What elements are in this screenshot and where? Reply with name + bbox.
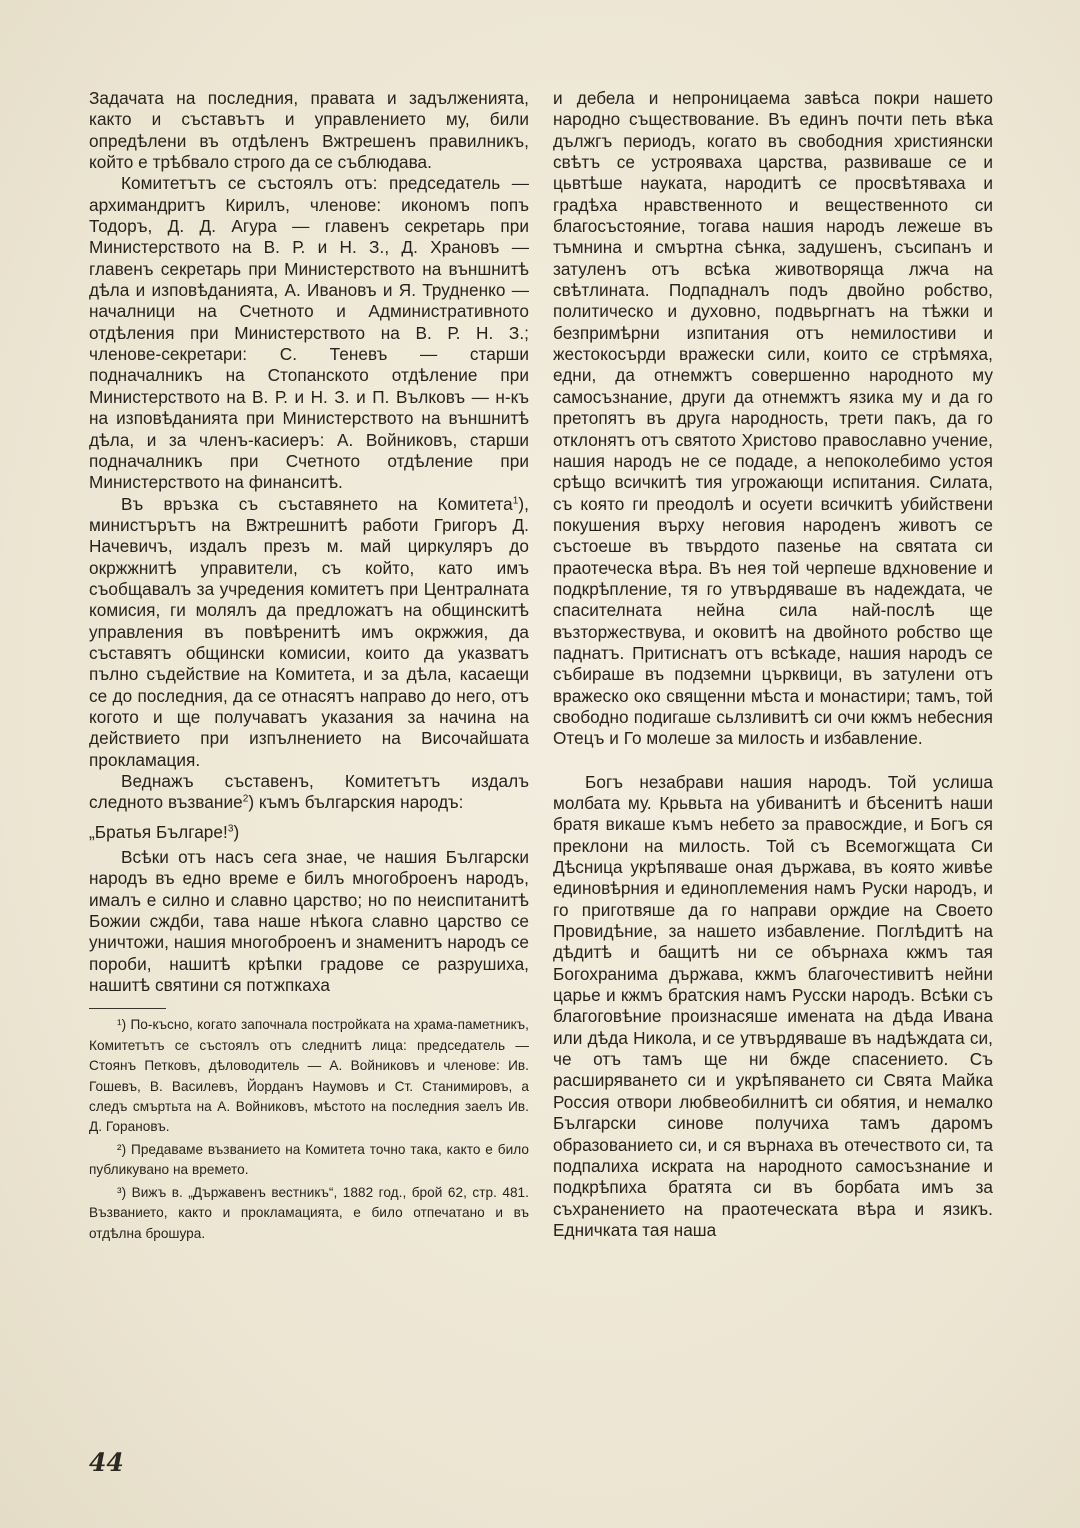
paragraph-appeal-body: Всѣки отъ насъ сега знае, че нашия Български народъ въ едно време е билъ многоброенъ народъ, ималъ е силно и славно царство; но по неиспитанитѣ Божии сждби, тава наше нѣкога славно царство се уничтожи, нашия многоброенъ и знаменитъ народъ се пороби, нашитѣ крѣпки градове се разрушиха, нашитѣ святини ся потжпкаха [89, 847, 529, 996]
appeal-heading: „Братья Българе!$^3$) [89, 821, 240, 842]
paragraph-committee-members: Комитетътъ се състоялъ отъ: председатель — архимандритъ Кирилъ, членове: икономъ попъ Тодоръ, Д. Д. Агура — главенъ секретарь при Министерството на В. Р. и Н. З., Д. Храновъ — главенъ секретарь при Министерството на външнитѣ дѣла и изповѣданията, А. Ивановъ и Я. Трудненко — началници на Счетното и Административното отдѣления при Министерството на В. Р. Н. З.; членове-секретари: С. Теневъ — старши подначалникъ на Стопанското отдѣление при Министерството на В. Р. и Н. З. и П. Вълковъ — н-къ на изповѣданията при Министерството на външнитѣ дѣла, и за членъ-касиеръ: А. Войниковъ, старши подначалникъ при Счетното отдѣление при Министерството на финанситѣ. [89, 173, 529, 493]
paragraph-deliverance: Богъ незабрави нашия народъ. Той услиша молбата му. Крьвьта на убиванитѣ и бѣсенитѣ наши братя викаше къмъ небето за правосждие, и Богъ ся преклони на милость. Той съ Всемогжщата Си Дѣсница укрѣпяваше оная държава, въ която живѣе единовѣрния и единоплемения намъ Руски народъ, и го приготвяше да го направи орждие на Своето Провидѣние, за нашето избавление. Поглѣдитѣ на дѣдитѣ и бащитѣ ни се обърнаха кжмъ тая Богохранима държава, кжмъ благочестивитѣ нейни царье и кжмъ братския намъ Русски народъ. Всѣки съ благоговѣние произнасяше имената на дѣда Ивана или дѣда Никола, и се утвърдяваше въ надѣждата си, че отъ тамъ ще ни бжде спасението. Съ расширяването си и укрѣпяването си Свята Майка Россия отвори любвеобилнитѣ си обятия, и немалко Български синове получиха тамъ даромъ образованието си, и ся върнаха въ отечеството си, та подпалиха искрата на народното самосъзнание и подкрѣпиха братята си въ борбата имъ за съхранението на праотеческата вѣра и язикъ. Едничката тая наша [553, 771, 993, 1240]
left-column [89, 88, 529, 1244]
paragraph-oppression: и дебела и непроницаема завѣса покри нашето народно съществование. Въ единъ почти петь вѣка дължгъ периодъ, когато въ свободния християнски свѣтъ се устрояваха царства, развиваше се и цьвтѣше науката, народитѣ се просвѣтяваха и градѣха нравственното и вещественното си благосъстояние, тогава нашия народъ лежеше въ тъмнина и смъртна сѣнка, задушенъ, съсипанъ и затуленъ отъ всѣка животворяща лжча на свѣтлината. Подпадналъ подъ двойно робство, политическо и духовно, подвьргнатъ на тѣжки и безпримѣрни изпитания отъ немилостиви и жестокосърди вражески сили, които се стрѣмяха, едни, да отнемжтъ совершенно народното му самосъзнание, други да отнемжтъ язика му и да го претопятъ въ друга народность, трети пакъ, да го отклонятъ отъ святото Христово православно учение, нашия народъ не се подаде, а непоколебимо устоя срѣщо всичкитѣ тия угрожающи испитания. Силата, съ която ги преодолѣ и осуети всичкитѣ убийствени покушения върху неговия народенъ животъ се състоеше въ твърдото пазенье на святата си праотеческа вѣра. Въ нея той черпеше вдхновение и подкрѣпление, тя го утвърдяваше въ надеждата, че спасителната нейна сила най-послѣ ще възторжествува, и оковитѣ на двойното робство ще паднатъ. Притиснатъ отъ всѣкаде, нашия народъ се събираше въ подземни църквици, въ затулени отъ вражеско око священни мѣста и монастири; тамъ, той свободно подигаше сьлзливитѣ си очи кжмъ небесния Отецъ и Го молеше за милость и избавление. [553, 88, 993, 749]
footnote-3: ³) Вижъ в. „Държавенъ вестникъ“, 1882 год., брой 62, стр. 481. Възванието, както и прокламацията, е било отпечатано и въ отдѣлна брошура. [89, 1184, 529, 1241]
footnote-divider [89, 1008, 166, 1009]
paragraph-appeal-intro: Веднажъ съставенъ, Комитетътъ издалъ следното възвание$^2$) къмъ българския народъ: [89, 771, 529, 813]
page-number: 44 [89, 1448, 124, 1477]
right-column [553, 88, 993, 1241]
footnote-ref-3: 3 [227, 822, 234, 834]
footnote-2: ²) Предаваме възванието на Комитета точно така, както е било публикувано на времето. [89, 1141, 529, 1178]
paragraph-committee-task: Задачата на последния, правата и задълженията, както и съставътъ и управлението му, били опредѣлени въ отдѣленъ Вжтрешенъ правилникъ, който е трѣбвало строго да се съблюдава. [89, 88, 529, 173]
footnote-ref-1: 1 [512, 494, 519, 506]
paragraph-circular: Въ връзка съ съставянето на Комитета$^1$), министърътъ на Вжтрешнитѣ работи Григоръ Д. Начевичъ, издалъ презъ м. май циркуляръ до окржжнитѣ управители, съ който, като имъ съобщавалъ за учредения комитетъ при Централната комисия, ги молялъ да предложатъ на общинскитѣ управления въ повѣренитѣ имъ окржжия, да съставятъ общински комисии, които да указватъ пълно съдействие на Комитета, и за дѣла, касаещи се до последния, да се отнасятъ направо до него, отъ когото и ще получаватъ указания за начина на действието при изпълнението на Височайшата прокламация. [89, 493, 529, 770]
footnotes [89, 1015, 529, 1243]
footnote-ref-2: 2 [242, 793, 249, 805]
footnote-1: ¹) По-късно, когато започнала постройката на храма-паметникъ, Комитетътъ се състоялъ отъ следнитѣ лица: председатель — Стоянъ Петковъ, дѣловодитель — А. Войниковъ и членове: Ив. Гошевъ, В. Василевъ, Йорданъ Наумовъ и Ст. Станимировъ, а следъ смъртьта на А. Войниковъ, мѣстото на последния заелъ Ив. Д. Горановъ. [89, 1017, 529, 1135]
